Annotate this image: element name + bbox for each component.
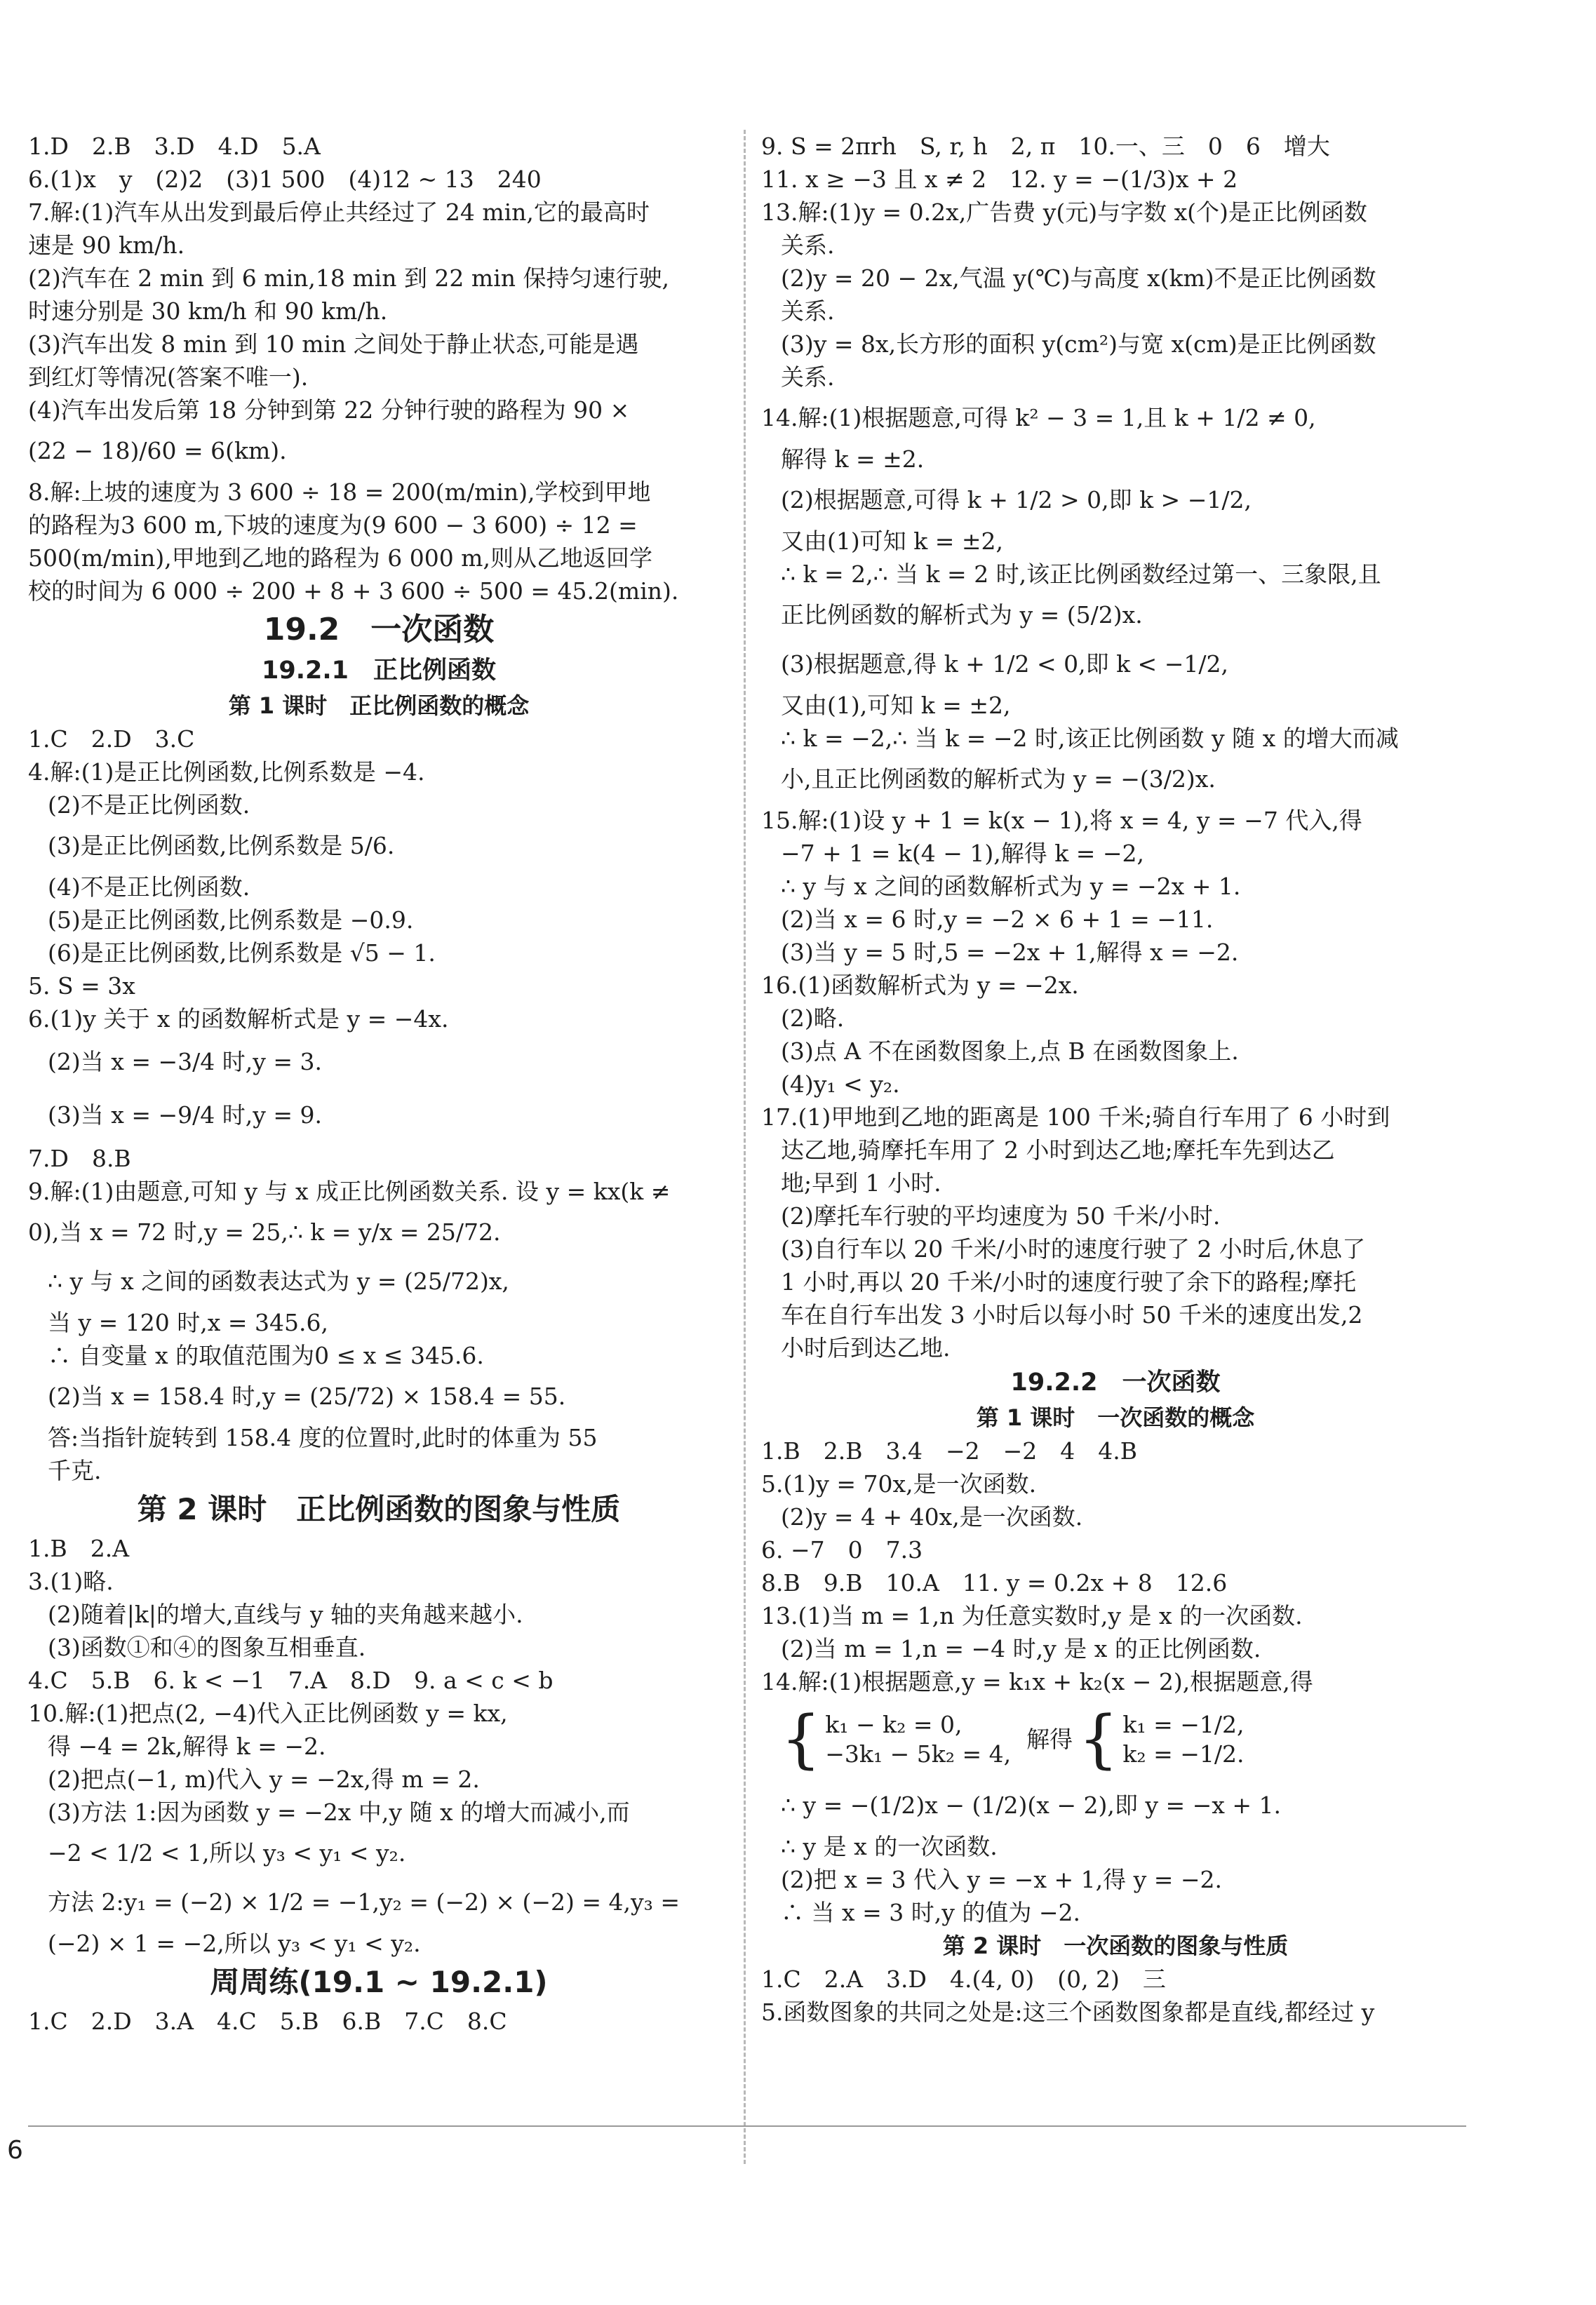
solution: k₂ = −1/2. <box>1122 1740 1245 1768</box>
line: 的路程为3 600 m,下坡的速度为(9 600 − 3 600) ÷ 12 = <box>28 511 638 539</box>
line: (2)随着|k|的增大,直线与 y 轴的夹角越来越小. <box>48 1601 523 1628</box>
line: ∴ k = 2,∴ 当 k = 2 时,该正比例函数经过第一、三象限,且 <box>781 560 1381 588</box>
lesson-heading: 第 1 课时 一次函数的概念 <box>976 1404 1255 1431</box>
line: (2)y = 4 + 40x,是一次函数. <box>781 1503 1083 1531</box>
solve-label: 解得 <box>1026 1726 1073 1753</box>
page-number: 6 <box>7 2136 23 2165</box>
solution: k₁ = −1/2, <box>1122 1711 1245 1738</box>
line: (2)汽车在 2 min 到 6 min,18 min 到 22 min 保持匀速行驶, <box>28 264 669 292</box>
line: 1 小时,再以 20 千米/小时的速度行驶了余下的路程;摩托 <box>781 1268 1357 1296</box>
line: (2)当 m = 1,n = −4 时,y 是 x 的正比例函数. <box>781 1635 1261 1662</box>
line: (22 − 18)/60 = 6(km). <box>28 437 287 464</box>
line: 又由(1),可知 k = ±2, <box>781 692 1011 719</box>
weekly-practice-heading: 周周练(19.1 ~ 19.2.1) <box>210 1965 548 1999</box>
line: 地;早到 1 小时. <box>781 1169 941 1197</box>
line: 3.(1)略. <box>28 1568 114 1595</box>
line: 速是 90 km/h. <box>28 231 185 259</box>
line: (2)根据题意,可得 k + 1/2 > 0,即 k > −1/2, <box>781 486 1252 513</box>
section-heading-19-2-2: 19.2.2 一次函数 <box>1010 1369 1221 1397</box>
line: (3)y = 8x,长方形的面积 y(cm²)与宽 x(cm)是正比例函数 <box>781 330 1376 358</box>
equation: −3k₁ − 5k₂ = 4, <box>825 1740 1012 1768</box>
line: 达乙地,骑摩托车用了 2 小时到达乙地;摩托车先到达乙 <box>781 1136 1335 1164</box>
line: ∴ y 与 x 之间的函数解析式为 y = −2x + 1. <box>781 873 1241 900</box>
line: 校的时间为 6 000 ÷ 200 + 8 + 3 600 ÷ 500 = 45.2(min). <box>28 577 679 605</box>
line: 10.解:(1)把点(2, −4)代入正比例函数 y = kx, <box>28 1700 508 1727</box>
line: 1.B 2.A <box>28 1535 130 1562</box>
line: 13.解:(1)y = 0.2x,广告费 y(元)与字数 x(个)是正比例函数 <box>761 199 1367 226</box>
line: 0),当 x = 72 时,y = 25,∴ k = y/x = 25/72. <box>28 1218 501 1246</box>
section-heading-19-2-1: 19.2.1 正比例函数 <box>261 657 496 685</box>
line: 5.函数图象的共同之处是:这三个函数图象都是直线,都经过 y <box>761 1998 1375 2026</box>
line: −2 < 1/2 < 1,所以 y₃ < y₁ < y₂. <box>48 1839 406 1867</box>
line: 当 y = 120 时,x = 345.6, <box>48 1309 328 1336</box>
line: 1.C 2.D 3.C <box>28 725 195 753</box>
line: (2)略. <box>781 1004 845 1032</box>
line: 关系. <box>781 363 835 391</box>
line: 6.(1)x y (2)2 (3)1 500 (4)12 ~ 13 240 <box>28 166 542 193</box>
left-brace: { <box>1078 1702 1119 1776</box>
line: 小时后到达乙地. <box>781 1334 951 1362</box>
equation: k₁ − k₂ = 0, <box>825 1711 963 1738</box>
line: (4)不是正比例函数. <box>48 873 250 901</box>
line: (3)方法 1:因为函数 y = −2x 中,y 随 x 的增大而减小,而 <box>48 1799 630 1826</box>
line: 14.解:(1)根据题意,可得 k² − 3 = 1,且 k + 1/2 ≠ 0, <box>761 404 1316 431</box>
line: 6.(1)y 关于 x 的函数解析式是 y = −4x. <box>28 1005 449 1033</box>
line: 4.C 5.B 6. k < −1 7.A 8.D 9. a < c < b <box>28 1667 554 1694</box>
line: 7.D 8.B <box>28 1145 131 1172</box>
line: 方法 2:y₁ = (−2) × 1/2 = −1,y₂ = (−2) × (−2) = 4,y₃ = <box>48 1888 680 1916</box>
line: (3)自行车以 20 千米/小时的速度行驶了 2 小时后,休息了 <box>781 1235 1366 1263</box>
line: (5)是正比例函数,比例系数是 −0.9. <box>48 906 414 934</box>
line: (6)是正比例函数,比例系数是 √5 − 1. <box>48 939 436 967</box>
lesson-heading: 第 1 课时 正比例函数的概念 <box>228 692 530 719</box>
line: (−2) × 1 = −2,所以 y₃ < y₁ < y₂. <box>48 1930 421 1957</box>
line: 7.解:(1)汽车从出发到最后停止共经过了 24 min,它的最高时 <box>28 199 650 226</box>
footer-rule <box>28 2125 1466 2127</box>
equation-system <box>761 1702 1470 1776</box>
line: 16.(1)函数解析式为 y = −2x. <box>761 972 1079 999</box>
line: ∴ k = −2,∴ 当 k = −2 时,该正比例函数 y 随 x 的增大而减 <box>781 725 1399 752</box>
line: (2)把点(−1, m)代入 y = −2x,得 m = 2. <box>48 1766 480 1793</box>
line: 17.(1)甲地到乙地的距离是 100 千米;骑自行车用了 6 小时到 <box>761 1103 1390 1131</box>
line: (2)摩托车行驶的平均速度为 50 千米/小时. <box>781 1202 1221 1230</box>
line: (3)汽车出发 8 min 到 10 min 之间处于静止状态,可能是遇 <box>28 330 639 358</box>
line: (3)当 x = −9/4 时,y = 9. <box>48 1101 322 1129</box>
line: 解得 k = ±2. <box>781 445 925 473</box>
line: 1.D 2.B 3.D 4.D 5.A <box>28 133 321 160</box>
line: (2)把 x = 3 代入 y = −x + 1,得 y = −2. <box>781 1866 1222 1893</box>
left-brace: { <box>781 1702 822 1776</box>
line: ∴ 当 x = 3 时,y 的值为 −2. <box>781 1899 1080 1926</box>
line: 到红灯等情况(答案不唯一). <box>28 363 309 391</box>
line: 9. S = 2πrh S, r, h 2, π 10.一、三 0 6 增大 <box>761 133 1330 160</box>
line: 8.B 9.B 10.A 11. y = 0.2x + 8 12.6 <box>761 1569 1228 1597</box>
line: (2)当 x = 158.4 时,y = (25/72) × 158.4 = 55. <box>48 1383 566 1410</box>
line: (4)汽车出发后第 18 分钟到第 22 分钟行驶的路程为 90 × <box>28 396 630 424</box>
system-solution <box>1122 1710 1244 1769</box>
line: (3)当 y = 5 时,5 = −2x + 1,解得 x = −2. <box>781 939 1239 966</box>
line: 时速分别是 30 km/h 和 90 km/h. <box>28 297 388 325</box>
line: 4.解:(1)是正比例函数,比例系数是 −4. <box>28 758 425 786</box>
line: (4)y₁ < y₂. <box>781 1070 900 1098</box>
line: (3)点 A 不在函数图象上,点 B 在函数图象上. <box>781 1037 1239 1065</box>
line: 1.C 2.A 3.D 4.(4, 0) (0, 2) 三 <box>761 1965 1166 1993</box>
line: 答:当指针旋转到 158.4 度的位置时,此时的体重为 55 <box>48 1424 598 1451</box>
right-column <box>761 130 1470 2029</box>
line: 13.(1)当 m = 1,n 为任意实数时,y 是 x 的一次函数. <box>761 1602 1303 1629</box>
line: 又由(1)可知 k = ±2, <box>781 527 1003 555</box>
left-column <box>28 130 730 2038</box>
line: (2)当 x = 6 时,y = −2 × 6 + 1 = −11. <box>781 906 1214 933</box>
line: ∴ y 与 x 之间的函数表达式为 y = (25/72)x, <box>48 1268 509 1295</box>
line: 9.解:(1)由题意,可知 y 与 x 成正比例函数关系. 设 y = kx(k ≠ <box>28 1178 671 1205</box>
line: 得 −4 = 2k,解得 k = −2. <box>48 1733 326 1760</box>
line: (2)当 x = −3/4 时,y = 3. <box>48 1048 322 1075</box>
line: 5. S = 3x <box>28 972 135 1000</box>
line: 14.解:(1)根据题意,y = k₁x + k₂(x − 2),根据题意,得 <box>761 1668 1313 1695</box>
line: (3)根据题意,得 k + 1/2 < 0,即 k < −1/2, <box>781 650 1228 678</box>
line: −7 + 1 = k(4 − 1),解得 k = −2, <box>781 840 1145 867</box>
lesson-heading: 第 2 课时 一次函数的图象与性质 <box>942 1933 1289 1959</box>
line: (2)不是正比例函数. <box>48 791 250 819</box>
line: 1.B 2.B 3.4 −2 −2 4 4.B <box>761 1437 1137 1465</box>
line: 8.解:上坡的速度为 3 600 ÷ 18 = 200(m/min),学校到甲地 <box>28 478 651 506</box>
line: 车在自行车出发 3 小时后以每小时 50 千米的速度出发,2 <box>781 1301 1363 1329</box>
line: 千克. <box>48 1457 102 1484</box>
line: 15.解:(1)设 y + 1 = k(x − 1),将 x = 4, y = −7 代入,得 <box>761 807 1362 834</box>
line: 小,且正比例函数的解析式为 y = −(3/2)x. <box>781 765 1216 793</box>
line: ∴ y = −(1/2)x − (1/2)(x − 2),即 y = −x + 1. <box>781 1792 1281 1819</box>
line: (3)是正比例函数,比例系数是 5/6. <box>48 832 395 859</box>
line: 500(m/min),甲地到乙地的路程为 6 000 m,则从乙地返回学 <box>28 544 652 572</box>
column-divider <box>744 130 746 2164</box>
line: (3)函数①和④的图象互相垂直. <box>48 1634 366 1661</box>
system-equations <box>825 1710 1011 1769</box>
line: 11. x ≥ −3 且 x ≠ 2 12. y = −(1/3)x + 2 <box>761 166 1238 193</box>
line: 1.C 2.D 3.A 4.C 5.B 6.B 7.C 8.C <box>28 2008 507 2035</box>
lesson-heading: 第 2 课时 正比例函数的图象与性质 <box>137 1492 621 1526</box>
line: 正比例函数的解析式为 y = (5/2)x. <box>781 601 1143 629</box>
section-heading-19-2: 19.2 一次函数 <box>263 612 495 647</box>
line: ∴ 自变量 x 的取值范围为0 ≤ x ≤ 345.6. <box>48 1342 484 1369</box>
line: 5.(1)y = 70x,是一次函数. <box>761 1470 1037 1498</box>
line: 6. −7 0 7.3 <box>761 1536 923 1564</box>
line: 关系. <box>781 297 835 325</box>
line: 关系. <box>781 231 835 259</box>
line: ∴ y 是 x 的一次函数. <box>781 1833 998 1860</box>
line: (2)y = 20 − 2x,气温 y(℃)与高度 x(km)不是正比例函数 <box>781 264 1376 292</box>
